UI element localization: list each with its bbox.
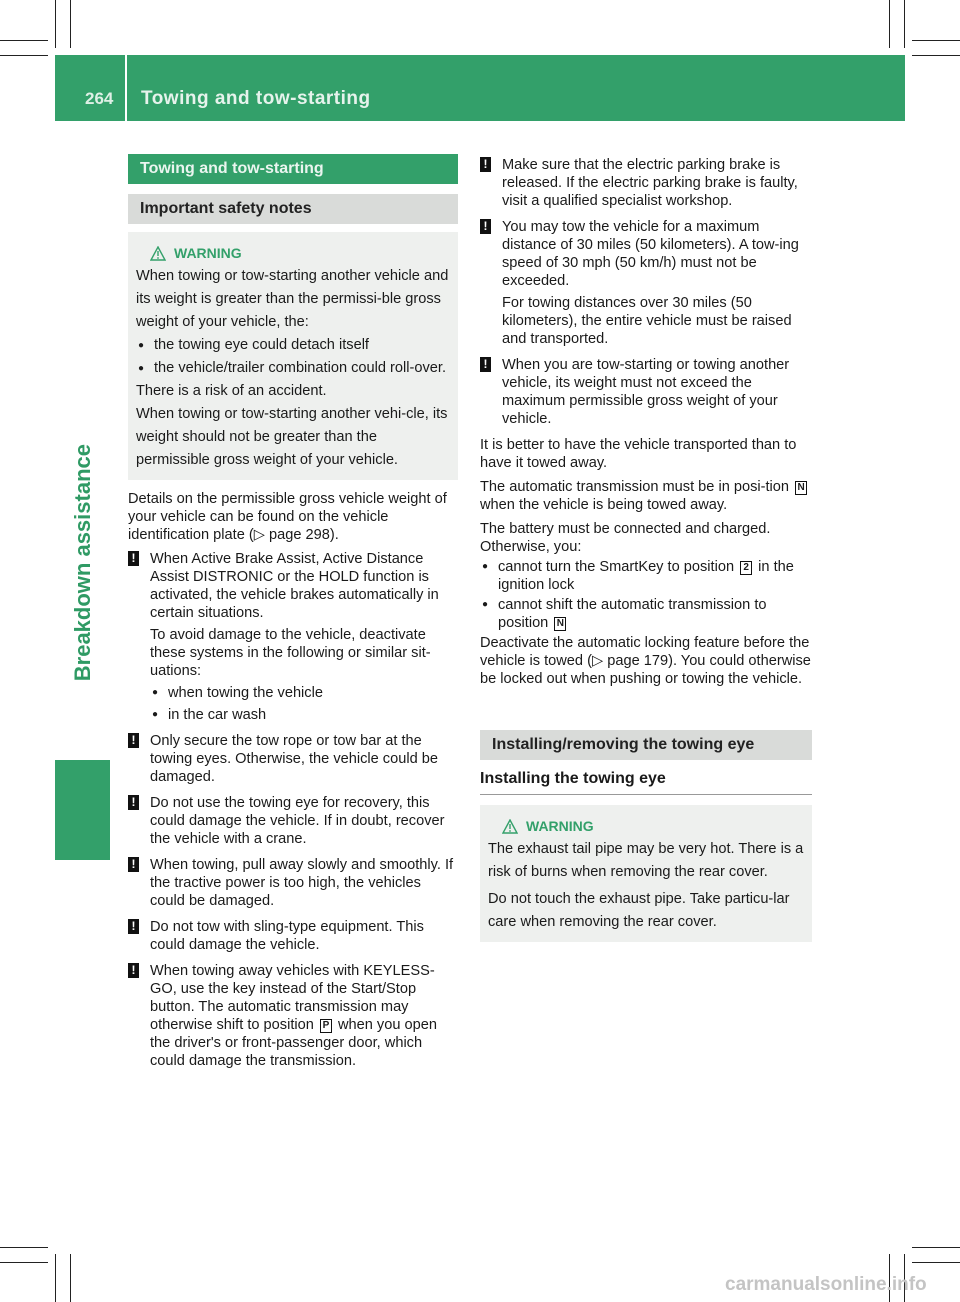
gear-position-p-icon: P [320,1019,332,1033]
crop-mark [0,1262,48,1263]
warning-label: WARNING [174,245,242,261]
key-position-2-icon: 2 [740,561,752,575]
warning-bullet: ● the vehicle/trailer combination could roll-over. [136,357,450,380]
paragraph-page-ref[interactable]: page 179). You could otherwise be locked out when pushing or towing the vehicle. [480,653,811,687]
note-text: When towing, pull away slowly and smoothly. If the tractive power is too high, the vehicles could be damaged. [150,857,454,909]
crop-mark [0,55,48,56]
page-number: 264 [85,89,114,108]
list-item [480,558,812,594]
watermark: carmanualsonline.info [725,1274,927,1295]
warning-intro: When towing or tow-starting another vehicle and its weight is greater than the permissi-ble gross weight of your vehicle, the: [136,268,449,330]
paragraph-text: when the vehicle is being towed away. [480,497,728,513]
crop-mark [55,1254,56,1302]
paragraph-text: Deactivate the automatic locking feature before the vehicle is towed ( [480,635,810,669]
list-item-text: cannot shift the automatic transmission to position [498,597,767,631]
warning-triangle-icon [502,819,518,834]
caution-note [128,962,458,1070]
side-tab-label: Breakdown assistance [69,443,95,681]
note-text-part: when you open the driver's or front-passenger door, which could damage the transmission. [150,1017,437,1069]
caution-icon: ! [128,963,139,978]
caution-icon: ! [128,551,139,566]
side-tab [55,121,110,861]
warning-advice: When towing or tow-starting another vehi-cle, its weight should not be greater than the permissible gross weight of your vehicle. [136,406,448,468]
details-paragraph [128,490,458,544]
left-column [128,154,458,1078]
header-divider [125,55,127,121]
caution-note [128,550,458,724]
paragraph [480,478,812,514]
caution-icon: ! [128,857,139,872]
crop-mark [912,40,960,41]
list-item [480,596,812,632]
subsection-title: Important safety notes [128,194,458,224]
caution-icon: ! [480,357,491,372]
crop-mark [0,1247,48,1248]
paragraph-text: The automatic transmission must be in posi-tion [480,479,794,495]
heading-installing-towing-eye: Installing the towing eye [480,770,812,795]
warning-header [136,242,450,265]
list-item-text: in the ignition lock [498,559,794,593]
details-text: Details on the permissible gross vehicle weight of your vehicle can be found on the vehicle identification plate ( [128,491,447,543]
caution-note [480,156,812,210]
note-text: Make sure that the electric parking brake is released. If the electric parking brake is faulty, visit a qualified specialist workshop. [502,157,798,209]
note-text: When you are tow-starting or towing another vehicle, its weight must not exceed the maximum permissible gross weight of your vehicle. [502,357,790,427]
crop-mark [904,0,905,48]
crop-mark [912,55,960,56]
note-subtext: To avoid damage to the vehicle, deactivate these systems in the following or similar sit-uations: [150,627,431,679]
warning-header [488,815,804,838]
note-bullet: ● when towing the vehicle [150,684,458,702]
warning-box [480,805,812,942]
crop-mark [0,40,48,41]
note-subtext: For towing distances over 30 miles (50 kilometers), the entire vehicle must be raised and transported. [502,295,792,347]
crop-mark [70,0,71,48]
section2-title: Installing/removing the towing eye [480,730,812,760]
warning-text: Do not touch the exhaust pipe. Take particu-lar care when removing the rear cover. [488,891,790,930]
section-title: Towing and tow-starting [128,154,458,184]
crop-mark [912,1247,960,1248]
caution-icon: ! [128,919,139,934]
caution-note [128,794,458,848]
crop-mark [912,1262,960,1263]
note-text: Do not use the towing eye for recovery, this could damage the vehicle. If in doubt, recover the vehicle with a crane. [150,795,445,847]
warning-bullet: ● the towing eye could detach itself [136,334,450,357]
side-tab-block [55,760,110,860]
warning-triangle-icon [150,246,166,261]
caution-note [480,218,812,348]
right-column [480,156,812,942]
page-ref-arrow-icon: ▷ [253,527,265,543]
caution-note [480,356,812,428]
caution-icon: ! [480,219,491,234]
note-text: You may tow the vehicle for a maximum distance of 30 miles (50 kilometers). A tow-ing speed of 30 mph (50 km/h) must not be exceeded. [502,219,799,289]
gear-position-n-icon: N [795,481,807,495]
paragraph: It is better to have the vehicle transported than to have it towed away. [480,437,797,471]
gear-position-n-icon: N [554,617,566,631]
caution-note [128,732,458,786]
paragraph: The battery must be connected and charged. Otherwise, you: [480,521,771,555]
note-text-part: When towing away vehicles with KEYLESS-GO, use the key instead of the Start/Stop button. The automatic transmission may otherwise shift to position [150,963,435,1033]
crop-mark [889,0,890,48]
crop-mark [70,1254,71,1302]
caution-icon: ! [128,733,139,748]
warning-text: The exhaust tail pipe may be very hot. There is a risk of burns when removing the rear cover. [488,841,804,880]
page-header [55,55,905,121]
warning-label: WARNING [526,818,594,834]
list-item-text: cannot turn the SmartKey to position [498,559,739,575]
warning-box [128,232,458,480]
note-text: Only secure the tow rope or tow bar at the towing eyes. Otherwise, the vehicle could be damaged. [150,733,438,785]
note-text: Do not tow with sling-type equipment. This could damage the vehicle. [150,919,424,953]
warning-risk: There is a risk of an accident. [136,383,327,399]
crop-mark [55,0,56,48]
note-text: When Active Brake Assist, Active Distance Assist DISTRONIC or the HOLD function is activated, the vehicle brakes automatically in certain situations. [150,551,439,621]
note-bullet: ● in the car wash [150,706,458,724]
caution-icon: ! [480,157,491,172]
header-title: Towing and tow-starting [141,88,371,109]
details-page-ref[interactable]: page 298). [264,527,339,543]
caution-note [128,856,458,910]
note-text [150,962,458,1070]
paragraph [480,634,812,688]
caution-note [128,918,458,954]
caution-icon: ! [128,795,139,810]
page-ref-arrow-icon: ▷ [591,653,604,669]
